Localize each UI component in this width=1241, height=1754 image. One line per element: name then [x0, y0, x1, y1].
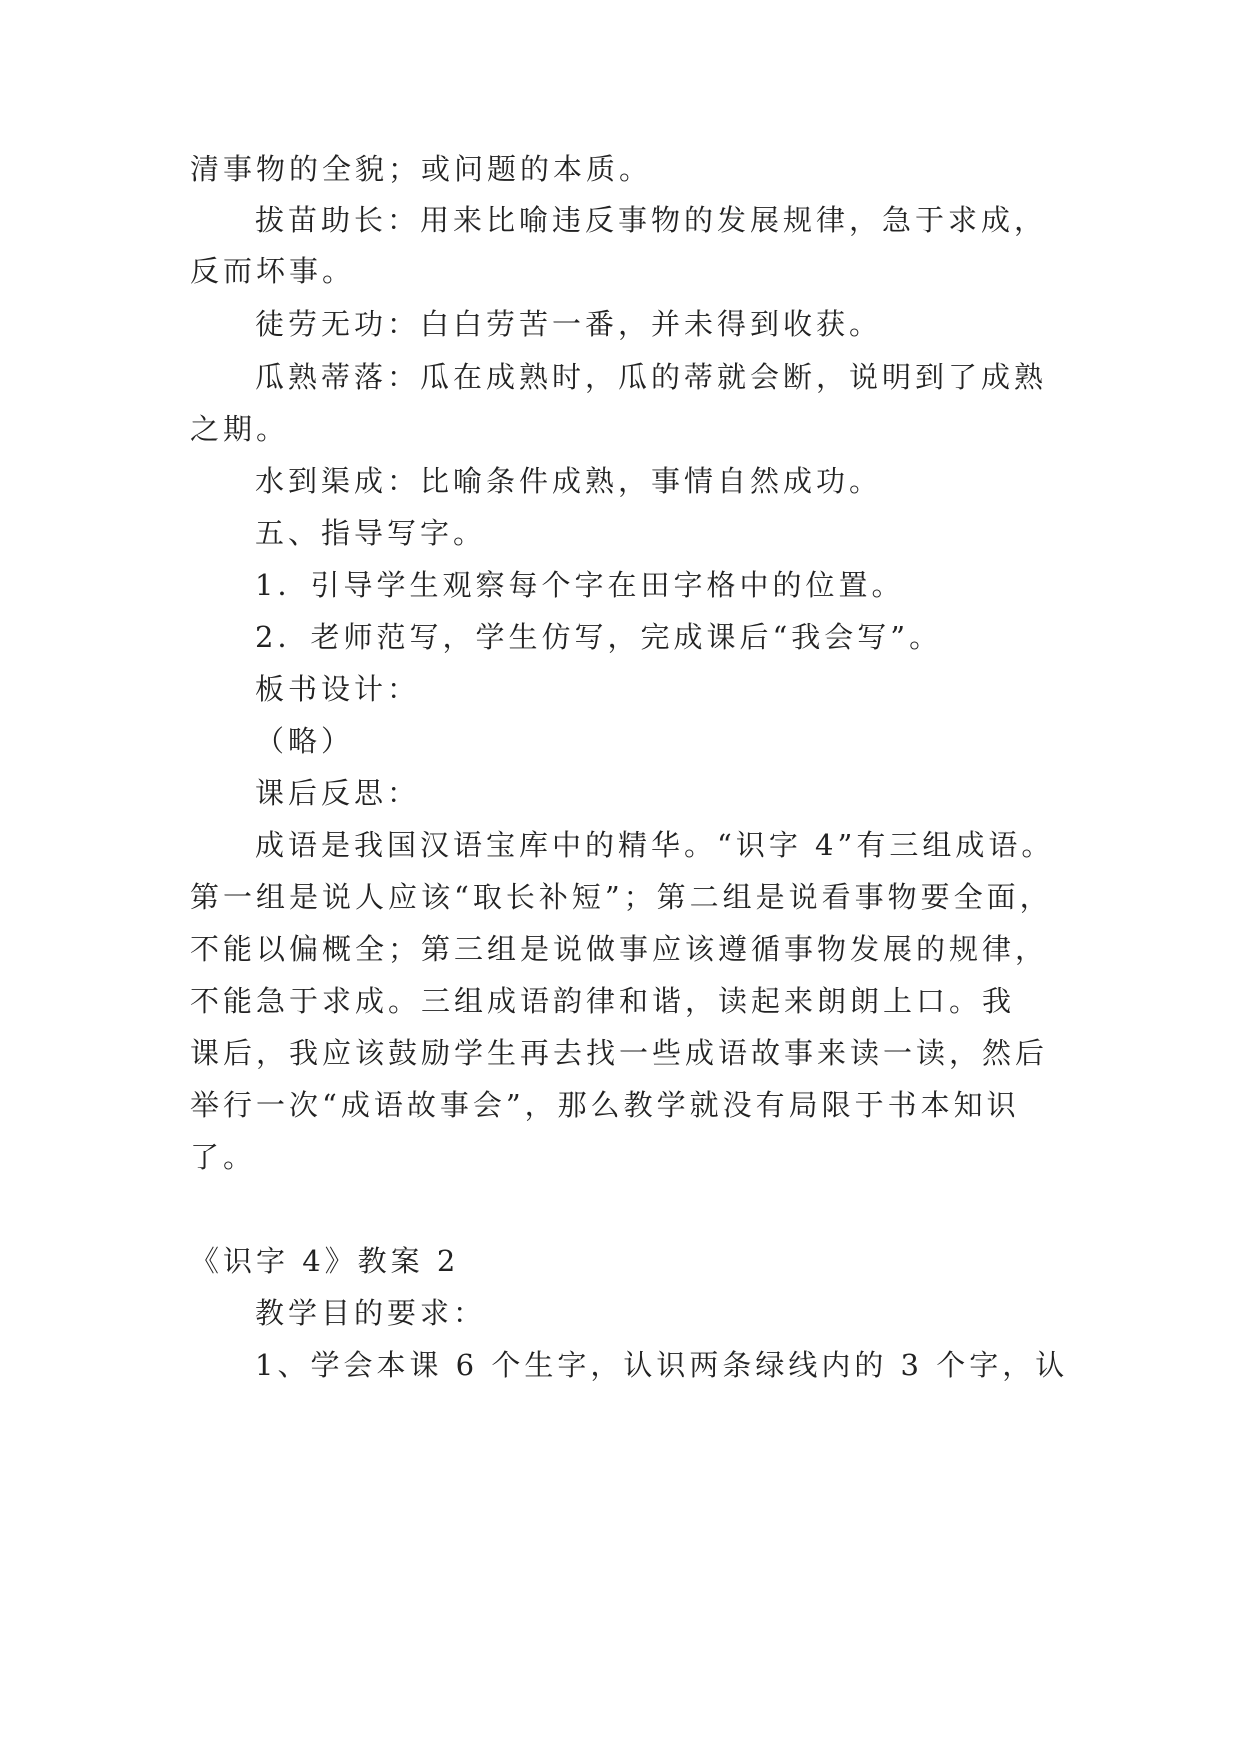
text-line: 拔苗助长：用来比喻违反事物的发展规律，急于求成， [255, 203, 1048, 237]
text-line: 课后，我应该鼓励学生再去找一些成语故事来读一读，然后 [190, 1036, 1049, 1070]
list-item: 2．老师范写，学生仿写，完成课后“我会写”。 [255, 620, 943, 654]
document-title: 《识字 4》教案 2 [190, 1244, 460, 1278]
text-line: 徒劳无功：白白劳苦一番，并未得到收获。 [255, 307, 883, 341]
text-line: 清事物的全貌；或问题的本质。 [190, 152, 653, 186]
list-item: 1．引导学生观察每个字在田字格中的位置。 [255, 568, 905, 602]
text-line: 反而坏事。 [190, 254, 356, 288]
text-line: 了。 [190, 1140, 257, 1174]
section-heading: 五、指导写字。 [255, 516, 487, 550]
text-line: 第一组是说人应该“取长补短”；第二组是说看事物要全面， [190, 880, 1053, 914]
label-heading: 教学目的要求： [255, 1296, 487, 1330]
text-line: 水到渠成：比喻条件成熟，事情自然成功。 [255, 464, 883, 498]
text-line: 举行一次“成语故事会”，那么教学就没有局限于书本知识 [190, 1088, 1020, 1122]
text-line: （略） [255, 724, 355, 758]
list-item: 1、学会本课 6 个生字，认识两条绿线内的 3 个字，认 [255, 1348, 1069, 1382]
text-line: 成语是我国汉语宝库中的精华。“识字 4”有三组成语。 [255, 828, 1055, 862]
text-line: 之期。 [190, 412, 290, 446]
label-heading: 课后反思： [255, 776, 421, 810]
text-line: 瓜熟蒂落：瓜在成熟时，瓜的蒂就会断，说明到了成熟 [255, 360, 1048, 394]
text-line: 不能急于求成。三组成语韵律和谐，读起来朗朗上口。我 [190, 984, 1016, 1018]
label-heading: 板书设计： [255, 672, 421, 706]
text-line: 不能以偏概全；第三组是说做事应该遵循事物发展的规律， [190, 932, 1049, 966]
